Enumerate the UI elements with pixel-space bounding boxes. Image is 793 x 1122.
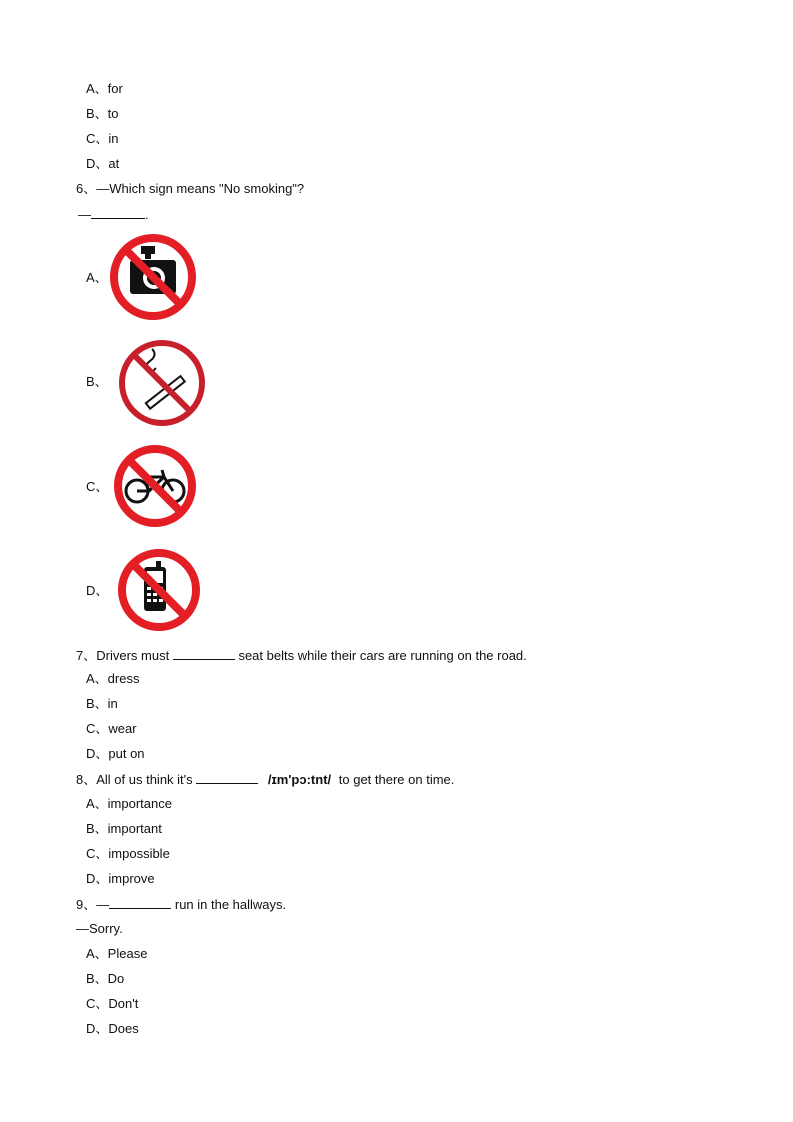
q9-stem-before: 9、— [76,897,110,912]
q6-answer-prefix: — [78,207,91,222]
q9-option-d[interactable]: D、Does [86,1021,139,1036]
q6-stem: 6、—Which sign means "No smoking"? [76,181,305,196]
q8-option-b[interactable]: B、important [86,821,162,836]
q8-stem-after: to get there on time. [338,772,455,787]
no-mobile-phones-icon[interactable] [116,547,202,633]
q9-option-a[interactable]: A、Please [86,946,148,961]
q7-option-b[interactable]: B、in [86,696,118,711]
q9-stem [76,896,286,913]
q8-answer-blank[interactable] [196,771,258,784]
q7-stem [76,647,527,664]
q9-option-c[interactable]: C、Don't [86,996,139,1011]
q5-option-d[interactable]: D、at [86,156,120,171]
no-smoking-icon[interactable] [117,337,207,429]
no-bicycles-icon[interactable] [112,443,198,529]
q7-answer-blank[interactable] [173,647,235,660]
q6-answer-suffix: . [145,207,149,222]
q7-stem-after: seat belts while their cars are running on the road. [238,648,527,663]
q8-option-d[interactable]: D、improve [86,871,155,886]
q6-option-b-label[interactable]: B、 [86,374,108,389]
q6-answer-line [78,206,149,223]
q7-option-c[interactable]: C、wear [86,721,137,736]
q9-answer-blank[interactable] [109,896,171,909]
q5-option-c[interactable]: C、in [86,131,119,146]
no-photography-icon[interactable] [108,232,198,322]
q7-option-a[interactable]: A、dress [86,671,140,686]
q9-reply: —Sorry. [76,921,123,936]
q7-option-d[interactable]: D、put on [86,746,145,761]
q8-stem [76,771,454,788]
q7-stem-before: 7、Drivers must [76,648,170,663]
q9-stem-after: run in the hallways. [174,897,287,912]
q8-phonetic: /ɪm'pɔ:tnt/ [267,772,332,787]
q6-option-c-label[interactable]: C、 [86,479,109,494]
q8-option-c[interactable]: C、impossible [86,846,170,861]
q8-option-a[interactable]: A、importance [86,796,172,811]
q6-option-a-label[interactable]: A、 [86,270,108,285]
q6-option-d-label[interactable]: D、 [86,583,109,598]
q5-option-a[interactable]: A、for [86,81,123,96]
q8-stem-before: 8、All of us think it's [76,772,193,787]
q5-option-b[interactable]: B、to [86,106,119,121]
q9-option-b[interactable]: B、Do [86,971,125,986]
q6-answer-blank[interactable] [91,206,145,219]
